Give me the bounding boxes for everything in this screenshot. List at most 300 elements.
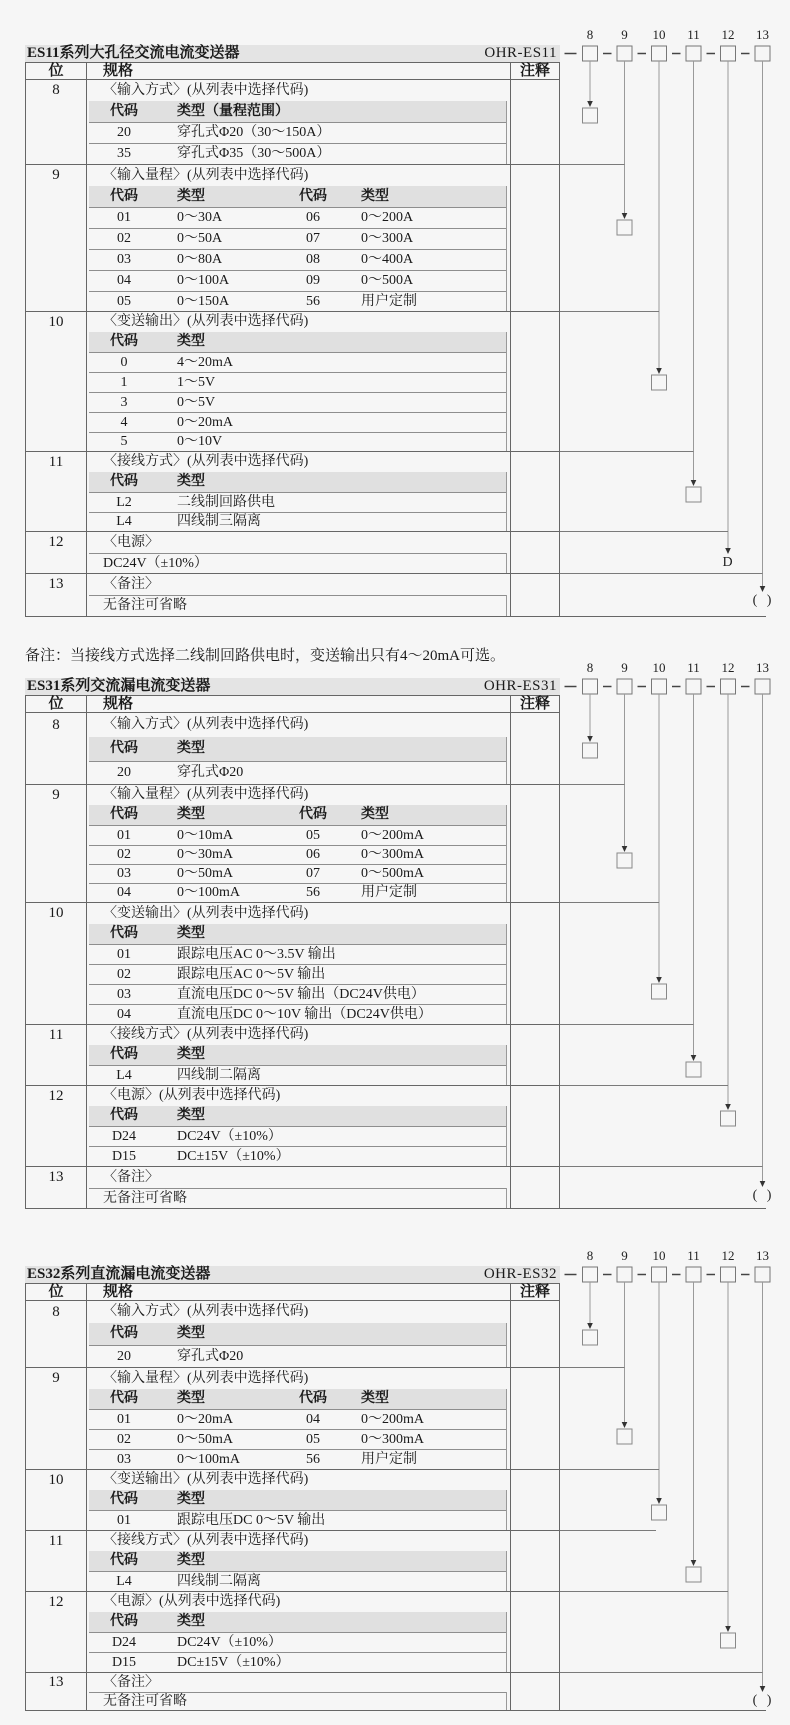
code-row xyxy=(89,1449,506,1469)
note-cell xyxy=(511,312,559,451)
type-header: 类型 xyxy=(177,807,205,822)
code-table xyxy=(89,1045,507,1085)
code-cell: D15 xyxy=(111,1654,137,1670)
code-position-label: 10 xyxy=(652,27,666,42)
pos-number: 8 xyxy=(52,717,60,733)
type-cell: 1～5V xyxy=(177,374,216,390)
pos-cell xyxy=(26,532,87,573)
type-cell: 0～5V xyxy=(177,394,216,410)
section-label: 〈备注〉 xyxy=(103,1674,159,1690)
terminal-code: ( ) xyxy=(752,1693,775,1708)
code-cell: 07 xyxy=(306,231,320,246)
plain-rows xyxy=(89,595,507,616)
code-cell: 04 xyxy=(117,273,131,288)
code-cell: 09 xyxy=(306,273,320,288)
code-header: 代码 xyxy=(110,1391,138,1406)
pos-number: 8 xyxy=(52,1304,60,1320)
code-position-label: 13 xyxy=(756,27,769,42)
pos-cell xyxy=(26,452,87,531)
type-header: 类型 xyxy=(177,1553,205,1568)
code-header: 代码 xyxy=(299,1391,327,1406)
pos-cell xyxy=(26,312,87,451)
code-table-header xyxy=(89,1045,506,1065)
section-pos-10 xyxy=(26,1470,559,1531)
code-header: 代码 xyxy=(110,1108,138,1123)
type-cell: 0～10mA xyxy=(177,827,233,843)
code-table xyxy=(89,101,507,164)
code-table-header xyxy=(89,101,506,122)
type-cell: DC24V（±10%） xyxy=(177,1128,282,1144)
code-position-label: 12 xyxy=(721,660,735,675)
model-code: OHR-ES31 xyxy=(483,678,557,694)
code-table xyxy=(89,1106,507,1166)
type-header: 类型 xyxy=(177,926,205,941)
code-table xyxy=(89,1612,507,1672)
code-header: 代码 xyxy=(110,807,138,822)
code-cell: 07 xyxy=(306,866,320,881)
pos-number: 12 xyxy=(48,1088,64,1104)
code-row xyxy=(89,143,506,164)
code-header: 代码 xyxy=(299,188,327,204)
code-row xyxy=(89,270,506,291)
code-position-label: 11 xyxy=(687,1248,700,1263)
col-header-note: 注释 xyxy=(519,696,550,712)
plain-rows xyxy=(89,1692,507,1710)
code-row xyxy=(89,1510,506,1530)
note-cell xyxy=(511,785,559,902)
code-header: 代码 xyxy=(110,334,138,349)
code-table xyxy=(89,1323,507,1367)
code-cell: L4 xyxy=(116,514,132,529)
type-cell: 0～500mA xyxy=(361,866,424,881)
code-row xyxy=(89,512,506,531)
type-header: 类型 xyxy=(177,188,205,204)
code-row xyxy=(89,761,506,784)
code-header: 代码 xyxy=(110,1047,138,1062)
section-pos-9 xyxy=(26,165,559,312)
code-row xyxy=(89,432,506,451)
type-cell: 穿孔式Φ20 xyxy=(177,765,244,780)
type-cell: 4～20mA xyxy=(177,354,233,370)
terminal-code: D xyxy=(722,555,736,570)
code-table xyxy=(89,186,507,311)
code-table-header xyxy=(89,332,506,352)
pos-cell xyxy=(26,1470,87,1530)
section-pos-8 xyxy=(26,1301,559,1368)
code-table-header xyxy=(89,1389,506,1409)
section-pos-11 xyxy=(26,1531,559,1592)
pos-number: 13 xyxy=(48,1674,64,1690)
type-cell: 四线制二隔离 xyxy=(177,1067,261,1083)
type-cell: 用户定制 xyxy=(361,293,417,309)
ordering-table-OHR-ES32 xyxy=(25,1266,560,1712)
spec-cell xyxy=(87,785,511,902)
code-cell: 01 xyxy=(117,827,131,843)
note-cell xyxy=(511,532,559,573)
pos-number: 10 xyxy=(48,905,64,921)
spec-cell xyxy=(87,80,511,164)
section-label: 〈电源〉(从列表中选择代码) xyxy=(103,1088,281,1103)
type-cell: 穿孔式Φ20（30～150A） xyxy=(177,125,331,140)
code-cell: 20 xyxy=(117,1348,131,1364)
code-row xyxy=(89,122,506,143)
code-cell: 04 xyxy=(117,1006,131,1022)
type-cell: 用户定制 xyxy=(361,1451,417,1467)
code-cell: 08 xyxy=(306,252,320,267)
note-cell xyxy=(511,1531,559,1591)
plain-value: 无备注可省略 xyxy=(89,1692,506,1710)
type-header: 类型 xyxy=(177,1047,205,1062)
code-table xyxy=(89,472,507,531)
spec-cell xyxy=(87,1368,511,1469)
code-cell: 01 xyxy=(117,210,131,225)
section-label: 〈输入方式〉(从列表中选择代码) xyxy=(103,1304,309,1319)
section-pos-13 xyxy=(26,574,559,616)
spec-cell xyxy=(87,312,511,451)
type-cell: 0～200mA xyxy=(361,827,424,843)
note-cell xyxy=(511,165,559,311)
section-pos-12 xyxy=(26,1086,559,1167)
table-title-bar xyxy=(25,1266,560,1283)
section-label: 〈变送输出〉(从列表中选择代码) xyxy=(103,1472,309,1487)
terminal-code: ( ) xyxy=(752,1188,775,1203)
type-cell: 用户定制 xyxy=(361,885,417,900)
section-label: 〈输入量程〉(从列表中选择代码) xyxy=(103,1370,309,1386)
type-header: 类型 xyxy=(177,741,205,756)
code-position-label: 8 xyxy=(586,1248,594,1263)
code-position-label: 12 xyxy=(721,27,735,42)
code-cell: 01 xyxy=(117,946,131,962)
type-cell: 跟踪电压AC 0～3.5V 输出 xyxy=(177,946,336,962)
section-label: 〈输入方式〉(从列表中选择代码) xyxy=(103,82,309,98)
section-pos-12 xyxy=(26,532,559,574)
pos-number: 9 xyxy=(52,1370,60,1386)
pos-number: 13 xyxy=(48,1169,64,1185)
ordering-table-OHR-ES11 xyxy=(25,45,560,618)
code-cell: 03 xyxy=(117,252,131,267)
note-cell xyxy=(511,452,559,531)
pos-number: 12 xyxy=(48,534,64,550)
note-cell xyxy=(511,1368,559,1469)
note-cell xyxy=(511,1301,559,1367)
pos-number: 11 xyxy=(48,1533,64,1549)
note-cell xyxy=(511,903,559,1024)
pos-cell xyxy=(26,165,87,311)
col-header-spec: 规格 xyxy=(87,63,511,79)
pos-number: 12 xyxy=(48,1594,64,1610)
code-row xyxy=(89,1409,506,1429)
code-cell: 04 xyxy=(306,1411,320,1427)
type-header: 类型 xyxy=(177,1391,205,1406)
code-table-header xyxy=(89,737,506,761)
table-header-row xyxy=(26,695,559,713)
type-header: 类型（量程范围） xyxy=(177,103,289,119)
code-cell: D24 xyxy=(111,1634,137,1650)
col-header-pos: 位 xyxy=(26,63,87,79)
code-cell: L4 xyxy=(116,1067,132,1083)
code-row xyxy=(89,864,506,883)
pos-number: 9 xyxy=(52,167,60,183)
spec-cell xyxy=(87,1301,511,1367)
type-cell: 直流电压DC 0～10V 输出（DC24V供电） xyxy=(177,1006,432,1022)
note-cell xyxy=(511,713,559,784)
pos-number: 10 xyxy=(48,1472,64,1488)
code-cell: 1 xyxy=(120,374,128,390)
type-cell: 0～100A xyxy=(177,273,230,288)
type-cell: 跟踪电压DC 0～5V 输出 xyxy=(177,1512,326,1528)
table-body xyxy=(25,62,560,617)
section-label: 〈电源〉(从列表中选择代码) xyxy=(103,1594,281,1609)
code-header: 代码 xyxy=(110,103,138,119)
code-row xyxy=(89,1126,506,1146)
code-table-header xyxy=(89,1490,506,1510)
pos-cell xyxy=(26,1673,87,1710)
table-header-row xyxy=(26,1283,559,1301)
pos-cell xyxy=(26,1025,87,1085)
note-cell xyxy=(511,80,559,164)
code-row xyxy=(89,1345,506,1367)
pos-cell xyxy=(26,1086,87,1166)
code-row xyxy=(89,1571,506,1591)
section-pos-11 xyxy=(26,452,559,532)
section-label: 〈接线方式〉(从列表中选择代码) xyxy=(103,1027,309,1042)
plain-rows xyxy=(89,553,507,573)
model-code: OHR-ES32 xyxy=(483,1266,557,1282)
code-cell: L2 xyxy=(116,494,132,510)
code-table-header xyxy=(89,1323,506,1345)
code-position-label: 11 xyxy=(687,660,700,675)
spec-cell xyxy=(87,1592,511,1672)
spec-cell xyxy=(87,165,511,311)
spec-cell xyxy=(87,1025,511,1085)
code-position-label: 13 xyxy=(756,1248,769,1263)
plain-value: 无备注可省略 xyxy=(89,1188,506,1208)
code-row xyxy=(89,228,506,249)
ordering-table-OHR-ES31 xyxy=(25,678,560,1210)
type-cell: 0～100mA xyxy=(177,1451,240,1467)
table-header-row xyxy=(26,62,559,80)
plain-rows xyxy=(89,1188,507,1208)
code-position-label: 8 xyxy=(586,27,594,42)
code-cell: L4 xyxy=(116,1573,132,1589)
code-cell: 56 xyxy=(306,293,320,309)
table-title: ES11系列大孔径交流电流变送器 xyxy=(27,45,240,61)
section-label: 〈变送输出〉(从列表中选择代码) xyxy=(103,314,309,329)
col-header-spec: 规格 xyxy=(87,696,511,712)
section-pos-9 xyxy=(26,785,559,903)
code-cell: 03 xyxy=(117,866,131,881)
type-cell: 0～300mA xyxy=(361,847,424,862)
table-body xyxy=(25,695,560,1209)
code-row xyxy=(89,352,506,372)
code-table-header xyxy=(89,472,506,492)
type-header: 类型 xyxy=(177,1614,205,1629)
code-cell: 06 xyxy=(306,210,320,225)
section-pos-11 xyxy=(26,1025,559,1086)
code-table-header xyxy=(89,1551,506,1571)
type-cell: 0～50mA xyxy=(177,1431,233,1447)
code-cell: 02 xyxy=(117,847,131,862)
code-position-label: 13 xyxy=(756,660,769,675)
code-row xyxy=(89,1004,506,1024)
code-cell: 20 xyxy=(117,125,131,140)
type-header: 类型 xyxy=(177,474,205,489)
code-table xyxy=(89,805,507,902)
pos-cell xyxy=(26,1592,87,1672)
code-row xyxy=(89,492,506,512)
pos-number: 11 xyxy=(48,454,64,470)
code-position-label: 10 xyxy=(652,660,666,675)
code-cell: 01 xyxy=(117,1512,131,1528)
type-cell: 0～150A xyxy=(177,293,230,309)
terminal-code: ( ) xyxy=(752,593,775,608)
type-cell: 0～300mA xyxy=(361,1431,424,1447)
section-pos-13 xyxy=(26,1167,559,1208)
spec-cell xyxy=(87,574,511,616)
section-label: 〈备注〉 xyxy=(103,1169,159,1185)
spec-cell xyxy=(87,903,511,1024)
code-cell: 3 xyxy=(120,394,128,410)
pos-number: 9 xyxy=(52,787,60,803)
type-cell: 二线制回路供电 xyxy=(177,494,275,510)
plain-value: DC24V（±10%） xyxy=(89,553,506,573)
code-row xyxy=(89,372,506,392)
code-header: 代码 xyxy=(110,188,138,204)
code-cell: 0 xyxy=(120,354,128,370)
code-table xyxy=(89,1551,507,1591)
code-row xyxy=(89,845,506,864)
code-cell: 02 xyxy=(117,231,131,246)
code-header: 代码 xyxy=(110,1553,138,1568)
type-cell: 0～200A xyxy=(361,210,414,225)
code-row xyxy=(89,825,506,845)
type-cell: 0～400A xyxy=(361,252,414,267)
code-row xyxy=(89,1146,506,1166)
table-title-bar xyxy=(25,678,560,695)
table-title-bar xyxy=(25,45,560,62)
spec-cell xyxy=(87,1531,511,1591)
code-table xyxy=(89,924,507,1024)
type-cell: 直流电压DC 0～5V 输出（DC24V供电） xyxy=(177,986,425,1002)
code-table xyxy=(89,1490,507,1530)
pos-cell xyxy=(26,903,87,1024)
code-cell: 02 xyxy=(117,966,131,982)
section-pos-8 xyxy=(26,713,559,785)
table-title: ES32系列直流漏电流变送器 xyxy=(27,1266,211,1282)
code-row xyxy=(89,1632,506,1652)
spec-cell xyxy=(87,1086,511,1166)
code-cell: 05 xyxy=(117,293,131,309)
type-cell: 0～200mA xyxy=(361,1411,424,1427)
type-cell: 0～80A xyxy=(177,252,223,267)
code-cell: 04 xyxy=(117,885,131,900)
code-row xyxy=(89,883,506,902)
section-pos-10 xyxy=(26,903,559,1025)
code-header: 代码 xyxy=(110,474,138,489)
code-cell: 01 xyxy=(117,1411,131,1427)
section-label: 〈输入方式〉(从列表中选择代码) xyxy=(103,717,309,732)
code-row xyxy=(89,984,506,1004)
type-cell: 0～10V xyxy=(177,434,223,449)
type-cell: 0～500A xyxy=(361,273,414,288)
code-header: 代码 xyxy=(110,1326,138,1341)
code-position-label: 12 xyxy=(721,1248,735,1263)
code-row xyxy=(89,1429,506,1449)
code-row xyxy=(89,249,506,270)
type-header: 类型 xyxy=(361,188,389,204)
section-label: 〈输入量程〉(从列表中选择代码) xyxy=(103,167,309,183)
spec-cell xyxy=(87,452,511,531)
type-header: 类型 xyxy=(177,1326,205,1341)
code-row xyxy=(89,392,506,412)
plain-value: 无备注可省略 xyxy=(89,595,506,616)
section-label: 〈变送输出〉(从列表中选择代码) xyxy=(103,905,309,921)
pos-number: 11 xyxy=(48,1027,64,1043)
section-label: 〈接线方式〉(从列表中选择代码) xyxy=(103,1533,309,1548)
code-position-label: 9 xyxy=(621,1248,628,1263)
type-cell: DC24V（±10%） xyxy=(177,1634,282,1650)
section-label: 〈接线方式〉(从列表中选择代码) xyxy=(103,454,309,469)
code-row xyxy=(89,1652,506,1672)
type-cell: 0～30A xyxy=(177,210,223,225)
spec-cell xyxy=(87,532,511,573)
code-position-label: 11 xyxy=(687,27,700,42)
col-header-pos: 位 xyxy=(26,696,87,712)
type-cell: 穿孔式Φ35（30～500A） xyxy=(177,146,331,161)
col-header-note: 注释 xyxy=(519,1284,550,1300)
type-header: 类型 xyxy=(361,1391,389,1406)
code-position-label: 8 xyxy=(586,660,594,675)
type-cell: 四线制二隔离 xyxy=(177,1573,261,1589)
spec-cell xyxy=(87,1470,511,1530)
note-cell xyxy=(511,1470,559,1530)
type-cell: 0～20mA xyxy=(177,1411,233,1427)
code-row xyxy=(89,412,506,432)
code-header: 代码 xyxy=(110,926,138,941)
section-pos-10 xyxy=(26,312,559,452)
code-table xyxy=(89,332,507,451)
code-table-header xyxy=(89,1612,506,1632)
code-cell: 35 xyxy=(117,146,131,161)
code-row xyxy=(89,944,506,964)
code-header: 代码 xyxy=(299,807,327,822)
pos-cell xyxy=(26,1301,87,1367)
type-cell: 0～20mA xyxy=(177,414,233,430)
code-row xyxy=(89,291,506,311)
note-cell xyxy=(511,1025,559,1085)
section-label: 〈备注〉 xyxy=(103,576,159,592)
code-cell: 03 xyxy=(117,986,131,1002)
type-header: 类型 xyxy=(177,1108,205,1123)
pos-cell xyxy=(26,1368,87,1469)
code-table-header xyxy=(89,186,506,207)
col-header-note: 注释 xyxy=(519,63,550,79)
code-position-label: 10 xyxy=(652,1248,666,1263)
code-table-header xyxy=(89,924,506,944)
spec-cell xyxy=(87,713,511,784)
spec-cell xyxy=(87,1167,511,1208)
table-body xyxy=(25,1283,560,1711)
col-header-pos: 位 xyxy=(26,1284,87,1300)
code-row xyxy=(89,1065,506,1085)
note-cell xyxy=(511,1592,559,1672)
code-table xyxy=(89,737,507,784)
pos-number: 8 xyxy=(52,82,60,98)
code-cell: 05 xyxy=(306,1431,320,1447)
section-pos-13 xyxy=(26,1673,559,1710)
col-header-spec: 规格 xyxy=(87,1284,511,1300)
code-cell: 06 xyxy=(306,847,320,862)
